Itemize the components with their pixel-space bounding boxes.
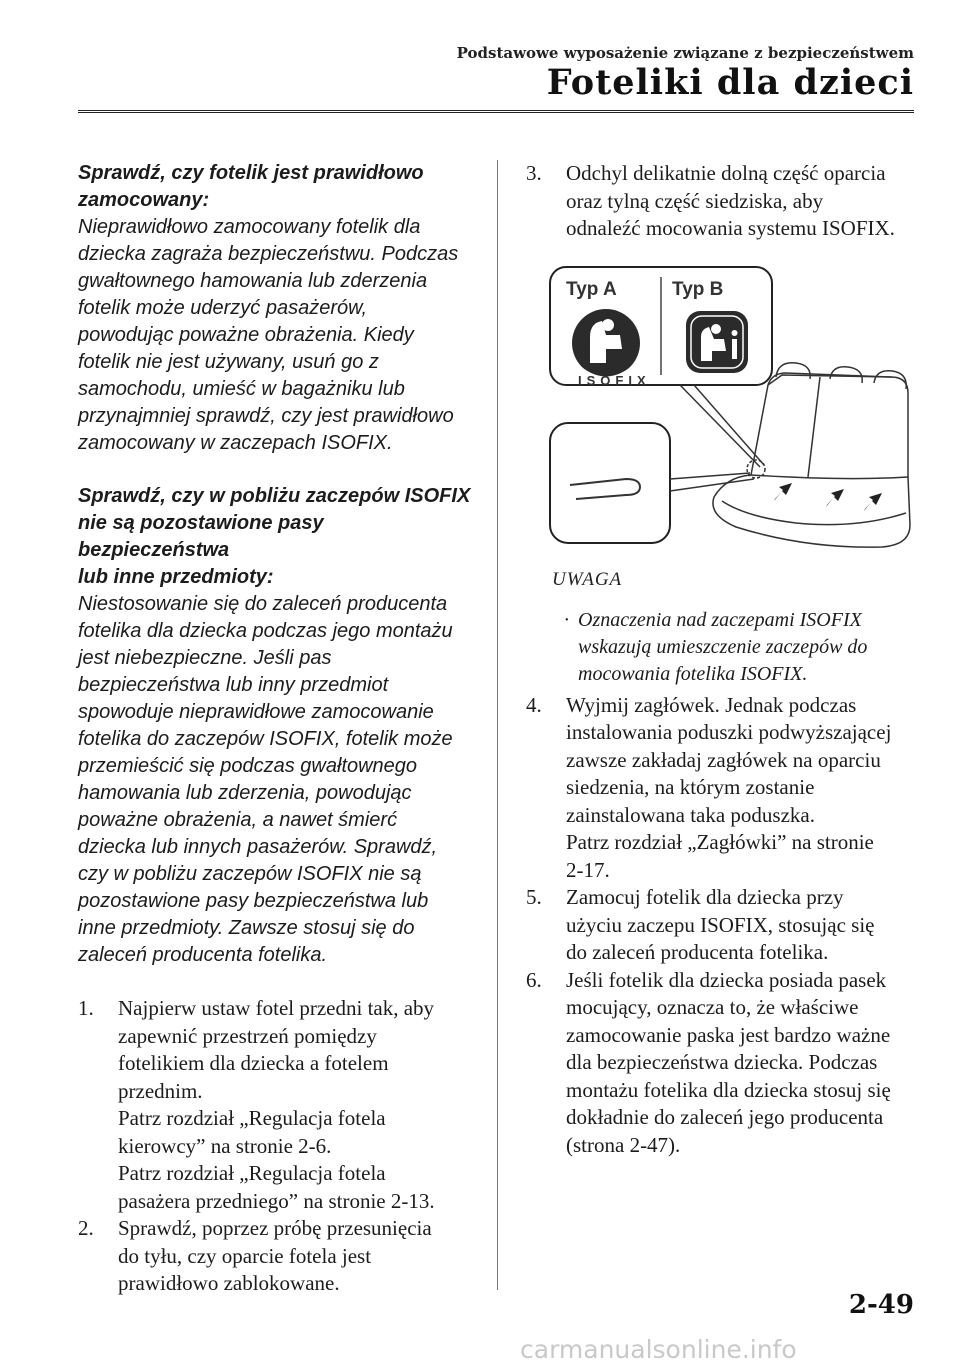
warning-text-line: jest niebezpieczne. Jeśli pas: [78, 647, 332, 669]
page-number: 2-49: [848, 1290, 914, 1320]
steps-list-left: [78, 995, 478, 1298]
step-number: 5.: [526, 885, 542, 909]
right-column: [526, 160, 916, 1159]
rear-seat-drawing: [713, 362, 910, 546]
step-text-line: Najpierw ustaw fotel przedni tak, aby: [118, 996, 435, 1020]
isofix-arc-text: ISOFIX: [578, 372, 651, 388]
step-4: [526, 692, 916, 885]
step-text-line: Wyjmij zagłówek. Jednak podczas: [566, 692, 857, 717]
warning-heading-line: nie są pozostawione pasy bezpieczeństwa: [78, 512, 324, 561]
step-text-line: użyciu zaczepu ISOFIX, stosując się: [566, 912, 875, 937]
step-text-line: przednim.: [118, 1078, 203, 1103]
type-b-label: Typ B: [672, 278, 724, 300]
column-divider: [497, 160, 498, 1290]
note-line: mocowania fotelika ISOFIX.: [578, 662, 808, 685]
step-text-line: zamocowanie paska jest bardzo ważne: [566, 1022, 891, 1047]
step-text-line: Patrz rozdział „Regulacja fotela: [118, 1106, 386, 1130]
steps-list-right-top: [526, 160, 916, 243]
step-text-line: Zamocuj fotelik dla dziecka przy: [566, 885, 844, 909]
warning-text-line: czy w pobliżu zaczepów ISOFIX nie są: [78, 863, 422, 885]
step-text-line: zainstalowana taka poduszka.: [566, 802, 815, 827]
note-text: [564, 607, 916, 688]
warning-text-line: poważne obrażenia, a nawet śmierć: [78, 809, 398, 831]
page-title: Foteliki dla dzieci: [546, 62, 914, 103]
step-text-line: instalowania poduszki podwyższającej: [566, 720, 892, 744]
anchor-arrow-icons: [774, 483, 882, 511]
step-number: 6.: [526, 967, 542, 992]
child-seat-i-icon: [686, 311, 748, 373]
step-text-line: zapewnić przestrzeń pomiędzy: [118, 1023, 377, 1048]
step-text-line: Odchyl delikatnie dolną część oparcia: [566, 161, 886, 185]
warning-text-line: przemieścić się podczas gwałtownego: [78, 755, 418, 777]
warning-heading-line: Sprawdź, czy fotelik jest prawidłowo: [78, 162, 424, 184]
warning-text-line: fotelik może uderzyć pasażerów,: [78, 297, 368, 319]
step-text-line: (strona 2-47).: [566, 1132, 681, 1157]
step-text-line: pasażera przedniego” na stronie 2-13.: [118, 1188, 435, 1213]
step-text-line: dla bezpieczeństwa dziecka. Podczas: [566, 1050, 878, 1074]
step-3: [526, 160, 916, 243]
left-column: [78, 160, 478, 1298]
step-text-line: siedzenia, na którym zostanie: [566, 775, 815, 799]
child-seat-isofix-icon: [572, 309, 640, 377]
warning-text-line: dziecka zagraża bezpieczeństwu. Podczas: [78, 243, 459, 265]
step-text-line: kierowcy” na stronie 2-6.: [118, 1133, 332, 1158]
warning-heading-line: Sprawdź, czy w pobliżu zaczepów ISOFIX: [78, 485, 471, 507]
step-2: [78, 1215, 478, 1298]
step-6: [526, 967, 916, 1160]
step-text-line: Patrz rozdział „Zagłówki” na stronie: [566, 830, 874, 854]
step-number: 1.: [78, 996, 94, 1020]
warning-text-line: inne przedmioty. Zawsze stosuj się do: [78, 917, 415, 939]
step-text-line: odnaleźć mocowania systemu ISOFIX.: [566, 216, 895, 240]
steps-list-right: [526, 692, 916, 1160]
note-line: wskazują umieszczenie zaczepów do: [578, 635, 868, 658]
warning-text-line: samochodu, umieść w bagażniku lub: [78, 378, 405, 400]
warning-heading-line: lub inne przedmioty:: [78, 566, 274, 588]
step-1: [78, 995, 478, 1215]
warning-text-line: powodując poważne obrażenia. Kiedy: [78, 324, 414, 346]
warning-text-line: zamocowany w zaczepach ISOFIX.: [78, 432, 393, 454]
step-text-line: fotelikiem dla dziecka a fotelem: [118, 1051, 389, 1075]
warning-text-line: fotelika do zaczepów ISOFIX, fotelik może: [78, 728, 453, 750]
step-text-line: do zaleceń producenta fotelika.: [566, 940, 829, 964]
note-line: Oznaczenia nad zaczepami ISOFIX: [578, 608, 862, 631]
warning-isofix-obstructions: [78, 483, 478, 969]
warning-text-line: fotelika dla dziecka podczas jego montażu: [78, 620, 453, 642]
step-text-line: dokładnie do zaleceń jego producenta: [566, 1105, 884, 1129]
warning-text-line: pozostawione pasy bezpieczeństwa lub: [78, 890, 429, 912]
step-text-line: oraz tylną część siedziska, aby: [566, 188, 824, 213]
warning-text-line: spowoduje nieprawidłowe zamocowanie: [78, 701, 434, 723]
warning-text-line: przynajmniej sprawdź, czy jest prawidłowo: [78, 405, 454, 427]
warning-text-line: dziecka lub innych pasażerów. Sprawdź,: [78, 836, 438, 858]
warning-text-line: bezpieczeństwa lub inny przedmiot: [78, 674, 389, 696]
warning-text-line: gwałtownego hamowania lub zderzenia: [78, 270, 428, 292]
isofix-illustration: [546, 265, 916, 555]
note-heading: UWAGA: [552, 568, 623, 590]
section-subtitle: Podstawowe wyposażenie związane z bezpieczeństwem: [456, 44, 914, 62]
type-a-label: Typ A: [566, 278, 617, 300]
step-number: 4.: [526, 692, 542, 717]
isofix-seat-diagram: [546, 265, 916, 555]
warning-heading-line: zamocowany:: [78, 189, 210, 211]
warning-text-line: zaleceń producenta fotelika.: [78, 944, 328, 966]
watermark: carmanualsonline.info: [520, 1335, 797, 1364]
warning-text-line: Niestosowanie się do zaleceń producenta: [78, 593, 448, 615]
step-text-line: mocujący, oznacza to, że właściwe: [566, 995, 859, 1019]
step-text-line: Sprawdź, poprzez próbę przesunięcia: [118, 1216, 432, 1240]
step-text-line: zawsze zakładaj zagłówek na oparciu: [566, 747, 881, 772]
step-number: 2.: [78, 1216, 94, 1240]
step-text-line: montażu fotelika dla dziecka stosuj się: [566, 1077, 891, 1102]
step-number: 3.: [526, 161, 542, 185]
bullet: ·: [564, 608, 569, 631]
warning-text-line: fotelik nie jest używany, usuń go z: [78, 351, 379, 373]
step-text-line: 2-17.: [566, 857, 610, 882]
step-5: [526, 884, 916, 967]
warning-isofix-mounting: [78, 160, 478, 483]
step-text-line: Patrz rozdział „Regulacja fotela: [118, 1161, 386, 1185]
step-text-line: Jeśli fotelik dla dziecka posiada pasek: [566, 967, 887, 992]
step-text-line: do tyłu, czy oparcie fotela jest: [118, 1243, 372, 1268]
warning-text-line: hamowania lub zderzenia, powodując: [78, 782, 412, 804]
step-text-line: prawidłowo zablokowane.: [118, 1271, 340, 1295]
warning-text-line: Nieprawidłowo zamocowany fotelik dla: [78, 216, 421, 238]
header-rule: [78, 110, 914, 113]
